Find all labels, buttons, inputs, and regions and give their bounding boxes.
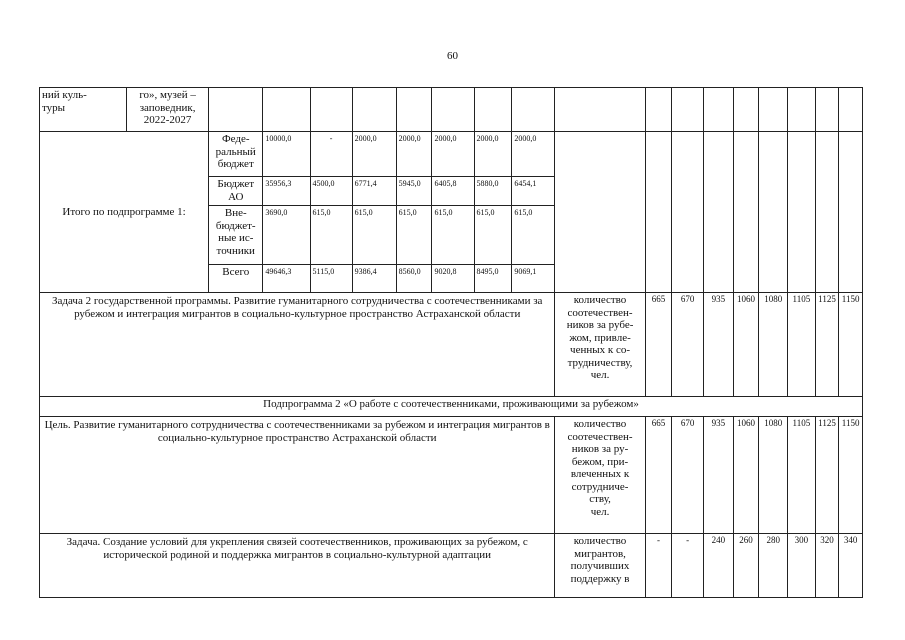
indicator-value: 240 [704,534,734,598]
value-cell: 6454,1 [512,177,555,206]
indicator-value: 1105 [788,417,816,534]
funding-source-cell: Вне- бюджет- ные ис- точники [209,206,263,265]
value-cell: 35956,3 [263,177,310,206]
value-cell: 6405,8 [432,177,474,206]
value-cell: 615,0 [310,206,352,265]
value-cell: 5880,0 [474,177,512,206]
value-cell: 49646,3 [263,265,310,293]
indicator-value: 1060 [733,417,759,534]
value-cell: 2000,0 [352,132,396,177]
goal-text: Цель. Развитие гуманитарного сотрудничества с соотечественниками за рубежом и интеграция мигрантов в социально-культурное пространство Астраханской области [40,417,555,534]
indicator-value: 300 [788,534,816,598]
value-cell: 9069,1 [512,265,555,293]
value-cell: 9020,8 [432,265,474,293]
indicator-value: - [672,534,704,598]
value-cell: 615,0 [396,206,432,265]
funding-source-cell: Всего [209,265,263,293]
table-row [40,293,863,397]
indicator-value: 1150 [839,417,863,534]
program-table [39,87,863,598]
indicator-value: 1125 [815,293,839,397]
goal-indicator: количество соотечествен- ников за ру- бежом, при- влеченных к сотрудниче- ству, чел. [555,417,645,534]
value-cell: 615,0 [474,206,512,265]
value-cell: 8495,0 [474,265,512,293]
value-cell: 4500,0 [310,177,352,206]
indicator-value: 1060 [733,293,759,397]
value-cell: 615,0 [432,206,474,265]
indicator-value: 1125 [815,417,839,534]
task2-indicator: количество соотечествен- ников за рубе- жом, привле- ченных к со- трудничеству, чел. [555,293,645,397]
indicator-value: 1150 [839,293,863,397]
value-cell: 2000,0 [512,132,555,177]
indicator-value: 670 [672,417,704,534]
value-cell: 10000,0 [263,132,310,177]
indicator-value: 1080 [759,417,788,534]
value-cell: 6771,4 [352,177,396,206]
table-row [40,88,863,132]
value-cell: 2000,0 [432,132,474,177]
value-cell: 615,0 [352,206,396,265]
value-cell: 5115,0 [310,265,352,293]
funding-source-cell: Бюджет АО [209,177,263,206]
indicator-value: 260 [733,534,759,598]
measure-description-cell: го», музей – заповедник, 2022-2027 [127,88,209,132]
value-cell: - [310,132,352,177]
table-row [40,132,863,177]
value-cell: 3690,0 [263,206,310,265]
task-indicator: количество мигрантов, получивших поддержку в [555,534,645,598]
task-text: Задача. Создание условий для укрепления связей соотечественников, проживающих за рубежом, с исторической родиной и поддержка мигрантов в социально-культурной адаптации [40,534,555,598]
table-row [40,417,863,534]
value-cell: 5945,0 [396,177,432,206]
value-cell: 2000,0 [396,132,432,177]
indicator-value: 935 [704,293,734,397]
indicator-value: - [645,534,672,598]
indicator-value: 670 [672,293,704,397]
page-number: 60 [447,50,458,62]
value-cell: 615,0 [512,206,555,265]
indicator-value: 340 [839,534,863,598]
funding-source-cell: Феде- ральный бюджет [209,132,263,177]
table-row [40,397,863,417]
value-cell: 8560,0 [396,265,432,293]
indicator-value: 1105 [788,293,816,397]
task2-text: Задача 2 государственной программы. Развитие гуманитарного сотрудничества с соотечественниками за рубежом и интеграция мигрантов в социально-культурное пространство Астраханской области [40,293,555,397]
measure-name-cell: ний куль- туры [40,88,127,132]
indicator-value: 665 [645,417,672,534]
indicator-value: 935 [704,417,734,534]
subprogram-total-label: Итого по подпрограмме 1: [40,132,209,293]
indicator-value: 665 [645,293,672,397]
value-cell: 9386,4 [352,265,396,293]
indicator-value: 280 [759,534,788,598]
table-row [40,534,863,598]
indicator-value: 1080 [759,293,788,397]
subprogram2-title: Подпрограмма 2 «О работе с соотечественниками, проживающими за рубежом» [40,397,863,417]
indicator-value: 320 [815,534,839,598]
value-cell: 2000,0 [474,132,512,177]
